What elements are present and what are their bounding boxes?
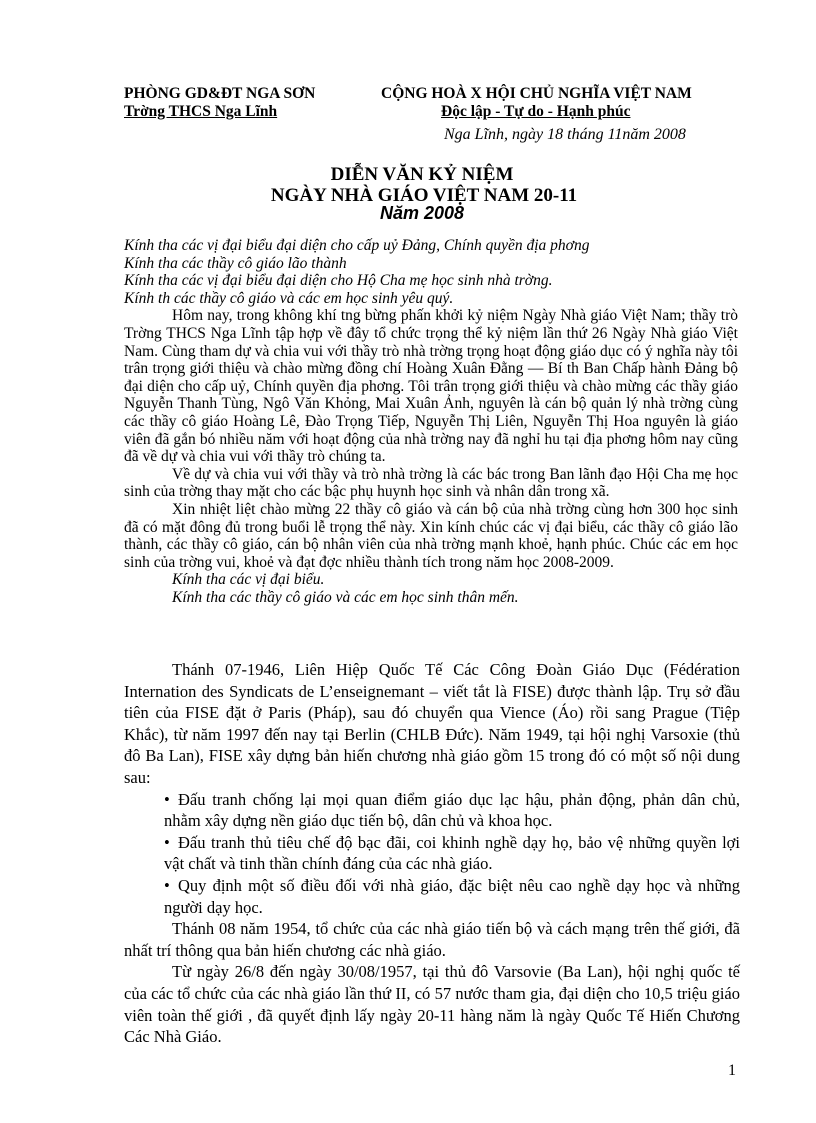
bullet-icon: • xyxy=(164,875,170,895)
page-number: 1 xyxy=(728,1062,736,1079)
header-left xyxy=(124,85,315,121)
bullet-item xyxy=(124,832,740,875)
date-line: Nga Lĩnh, ngày 18 tháng 11năm 2008 xyxy=(444,126,686,143)
title-line-3: Năm 2008 xyxy=(379,203,465,223)
greeting-line: Kính tha các thầy cô giáo lão thành xyxy=(124,254,347,272)
greeting-line: Kính tha các vị đại biểu đại diện cho Hộ Cha mẹ học sinh nhà trờng. xyxy=(124,272,553,290)
bullet-icon: • xyxy=(164,832,170,852)
paragraph-1: Hôm nay, trong không khí tng bừng phấn khởi kỷ niệm Ngày Nhà giáo Việt Nam; thầy trò Trờng THCS Nga Lĩnh tập hợp về đây tổ chức trọng thể kỷ niệm lần thứ 26 Ngày Nhà giáo Việt Nam. Cùng tham dự và chia vui với thầy trò nhà trờng trọng hoạt động giáo dục có ý nghĩa này tôi trân trọng giới thiệu và chào mừng đồng chí Hoàng Xuân Đằng — Bí th Ban Chấp hành Đảng bộ đại diện cho cấp uỷ, Chính quyền địa phơng. Tôi trân trọng giới thiệu và chào mừng các thầy giáo Nguyễn Thanh Tùng, Ngô Văn Khỏng, Mai Xuân Ảnh, nguyên là cán bộ quản lý nhà trờng cùng các thầy cô giáo Hoàng Lê, Đào Trọng Tiếp, Nguyễn Thị Liên, Nguyễn Thị Hoa nguyên là giáo viên đã gắn bó nhiều năm với hoạt động của nhà trờng nay đã nghỉ hu tại địa phơng hôm nay cũng đã về dự và chia vui với thầy trò chúng ta. xyxy=(124,307,738,466)
closing-greeting: Kính tha các vị đại biểu. xyxy=(172,571,325,589)
header-right xyxy=(381,85,692,121)
paragraph-4: Thánh 07-1946, Liên Hiệp Quốc Tế Các Công Đoàn Giáo Dục (Fédération Internation des Syndicats de L’enseignemant – viết tắt là FISE) được thành lập. Trụ sở đầu tiên của FISE đặt ở Paris (Pháp), sau đó chuyển qua Vience (Áo) rồi sang Prague (Tiệp Khắc), từ năm 1997 đến nay tại Berlin (CHLB Đức). Năm 1949, tại hội nghị Varsoxie (thủ đô Ba Lan), FISE xây dựng bản hiến chương nhà giáo gồm 15 trong đó có một số nội dung sau: xyxy=(124,660,740,787)
greeting-line: Kính tha các vị đại biểu đại diện cho cấp uỷ Đảng, Chính quyền địa phơng xyxy=(124,237,590,254)
bullet-item xyxy=(124,789,740,832)
bullet-item xyxy=(124,875,740,918)
bullet-text: Đấu tranh thủ tiêu chế độ bạc đãi, coi khinh nghề dạy họ, bảo vệ những quyền lợi vật chất và tinh thần chính đáng của các nhà giáo. xyxy=(164,832,740,874)
greeting-line: Kính th các thầy cô giáo và các em học sinh yêu quý. xyxy=(124,289,454,307)
speech-history xyxy=(124,659,740,1048)
school-name: Trờng THCS Nga Lĩnh xyxy=(124,103,278,120)
speech-opening xyxy=(124,237,738,606)
department-name: PHÒNG GD&ĐT NGA SƠN xyxy=(124,85,316,102)
bullet-text: Quy định một số điều đối với nhà giáo, đặc biệt nêu cao nghề dạy học và những người dạy học. xyxy=(164,875,740,917)
paragraph-6: Từ ngày 26/8 đến ngày 30/08/1957, tại thủ đô Varsovie (Ba Lan), hội nghị quốc tế của các tổ chức của các nhà giáo lần thứ II, có 57 nước tham gia, đại diện cho 10,5 triệu giáo viên toàn thế giới , đã quyết định lấy ngày 20-11 hàng năm là ngày Quốc Tế Hiến Chương Các Nhà Giáo. xyxy=(124,962,740,1047)
title-line-1: DIỄN VĂN KỶ NIỆM xyxy=(330,164,514,185)
closing-greeting: Kính tha các thầy cô giáo và các em học sinh thân mến. xyxy=(172,588,519,606)
bullet-icon: • xyxy=(164,789,170,809)
bullet-text: Đấu tranh chống lại mọi quan điểm giáo dục lạc hậu, phản động, phản dân chủ, nhằm xây dựng nền giáo dục tiến bộ, dân chủ và khoa học. xyxy=(164,789,740,831)
paragraph-2: Về dự và chia vui với thầy và trò nhà trờng là các bác trong Ban lãnh đạo Hội Cha mẹ học sinh của trờng thay mặt cho các bậc phụ huynh học sinh và nhân dân trong xã. xyxy=(124,465,738,501)
national-motto: Độc lập - Tự do - Hạnh phúc xyxy=(441,103,631,120)
title-line-2: NGÀY NHÀ GIÁO VIỆT NAM 20-11 xyxy=(270,185,578,206)
national-title: CỘNG HOÀ X HỘI CHỦ NGHĨA VIỆT NAM xyxy=(381,85,692,102)
paragraph-5: Thánh 08 năm 1954, tổ chức của các nhà giáo tiến bộ và cách mạng trên thế giới, đã nhất trí thông qua bản hiến chương các nhà giáo. xyxy=(124,919,740,960)
paragraph-3: Xin nhiệt liệt chào mừng 22 thầy cô giáo và cán bộ của nhà trờng cùng hơn 300 học sinh đã có mặt đông đủ trong buổi lễ trọng thể này. Xin kính chúc các vị đại biểu, các thầy cô giáo lão thành, các thầy cô giáo, cán bộ nhân viên của nhà trờng mạnh khoẻ, hạnh phúc. Chúc các em học sinh của trờng vui, khoẻ và đạt đợc nhiều thành tích trong năm học 2008-2009. xyxy=(124,500,738,571)
